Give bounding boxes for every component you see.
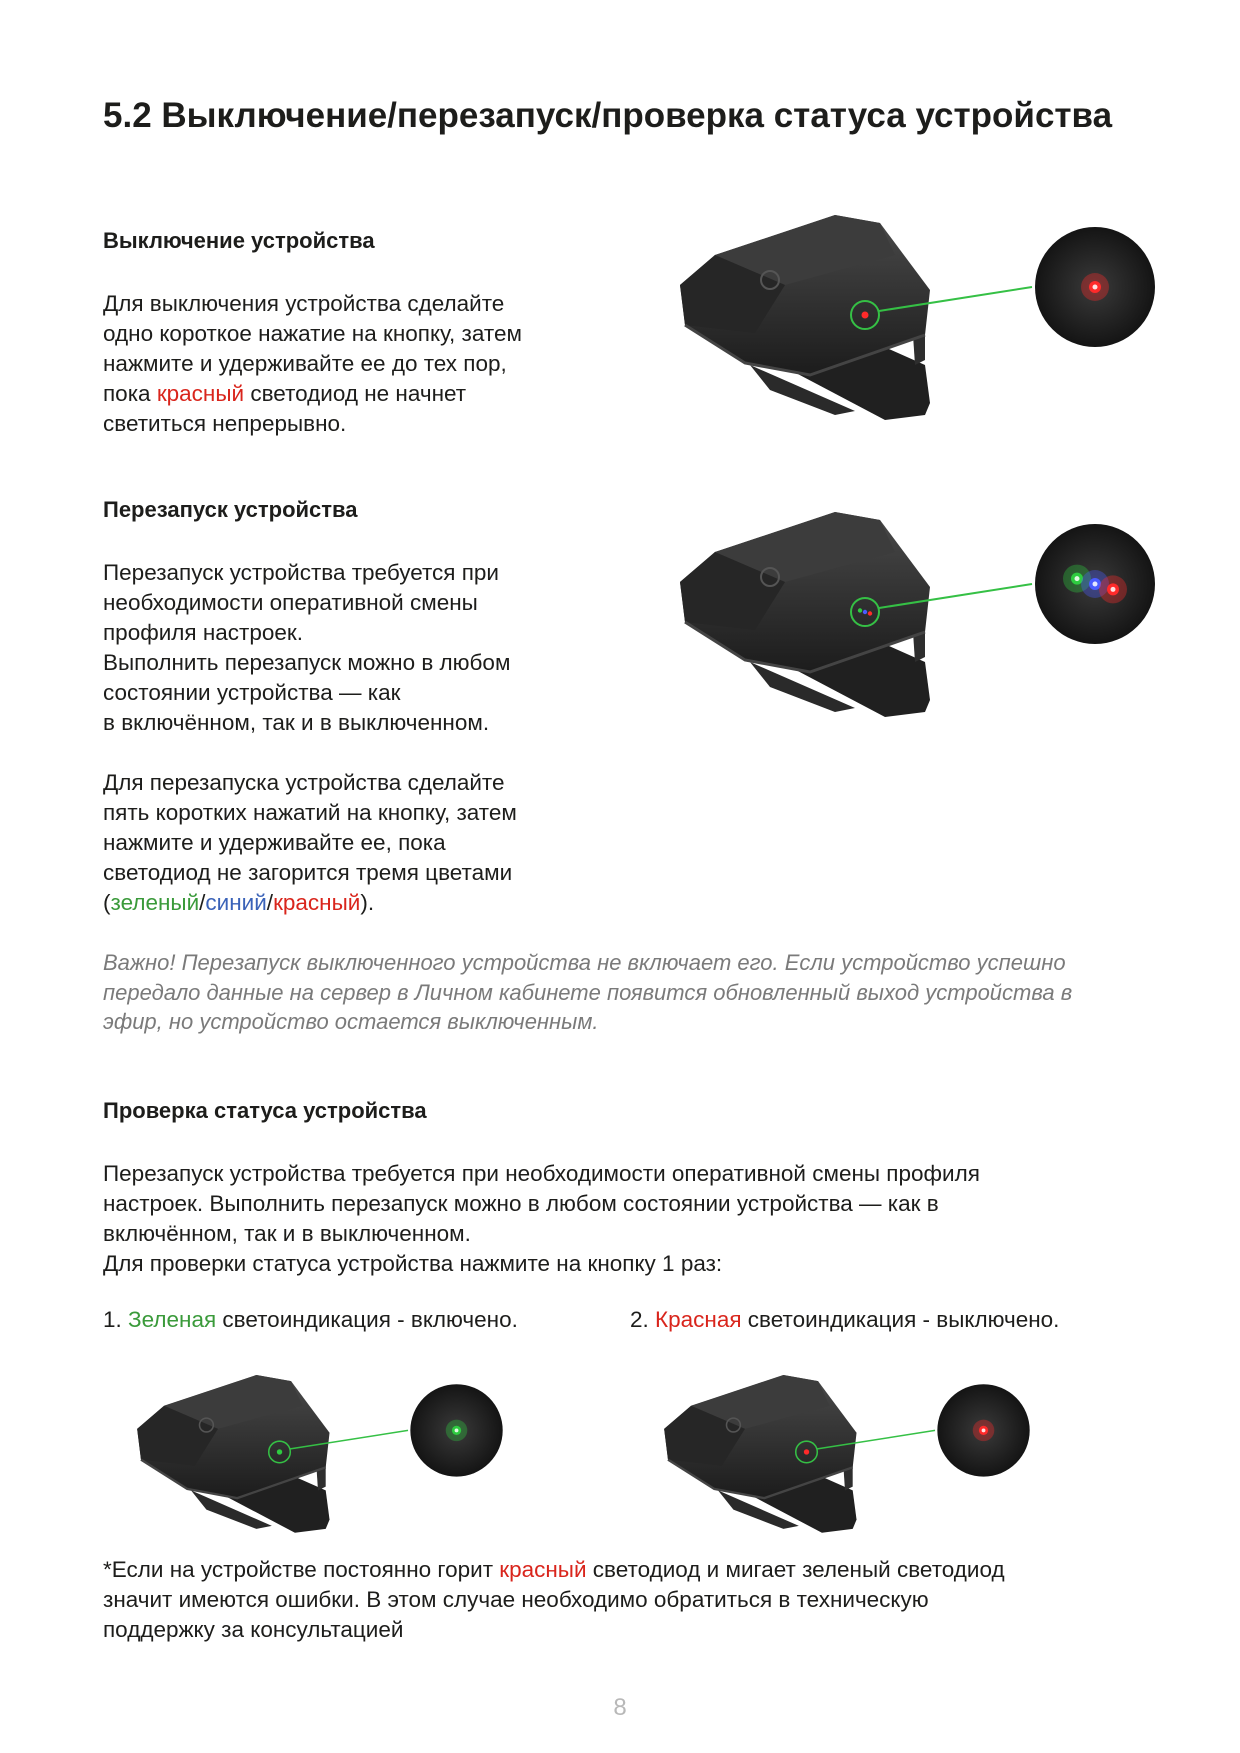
text-line: Для проверки статуса устройства нажмите на кнопку 1 раз: — [103, 1251, 723, 1276]
text-line: *Если на устройстве постоянно горит красный светодиод и мигает зеленый светодиод — [103, 1557, 1005, 1582]
text-line: Перезапуск устройства требуется при — [103, 560, 499, 585]
text-line: пять коротких нажатий на кнопку, затем — [103, 800, 517, 825]
led-dot — [862, 312, 869, 319]
device-image-red-led — [675, 215, 1155, 445]
text-line: одно короткое нажатие на кнопку, затем — [103, 321, 522, 346]
led-dot — [277, 1449, 282, 1454]
text-line: профиля настроек. — [103, 620, 303, 645]
text-line: светиться непрерывно. — [103, 411, 347, 436]
led-dot — [863, 610, 867, 614]
led-glow-highlight — [1075, 576, 1080, 581]
text-line: в включённом, так и в выключенном. — [103, 710, 490, 735]
led-glow-highlight — [455, 1428, 459, 1432]
text-line: включённом, так и в выключенном. — [103, 1221, 471, 1246]
section-heading-status: Проверка статуса устройства — [103, 1098, 427, 1123]
led-dot — [804, 1449, 809, 1454]
note-line: Важно! Перезапуск выключенного устройства не включает его. Если устройство успешно — [103, 950, 1066, 975]
text-line: поддержку за консультацией — [103, 1617, 404, 1642]
text-line: нажмите и удерживайте ее до тех пор, — [103, 351, 507, 376]
status-text — [103, 1159, 980, 1279]
status-item-1: 1. Зеленая светоиндикация - включено. — [103, 1307, 518, 1332]
section-heading-restart: Перезапуск устройства — [103, 497, 358, 522]
text-line: настроек. Выполнить перезапуск можно в любом состоянии устройства — как в — [103, 1191, 939, 1216]
led-dot — [858, 608, 862, 612]
section-heading-power-off: Выключение устройства — [103, 228, 375, 253]
green-word: зеленый — [110, 890, 200, 915]
text-line: Для перезапуска устройства сделайте — [103, 770, 505, 795]
red-word: красный — [273, 890, 361, 915]
led-glow-highlight — [1111, 587, 1116, 592]
page-title: 5.2 Выключение/перезапуск/проверка статуса устройства — [103, 96, 1113, 135]
text-line: необходимости оперативной смены — [103, 590, 478, 615]
led-dot — [868, 611, 872, 615]
note-line: передало данные на сервер в Личном кабинете появится обновленный выход устройства в — [103, 979, 1073, 1005]
footnote — [103, 1555, 1005, 1645]
device-image-red-led-small — [660, 1375, 1030, 1552]
page-number: 8 — [613, 1694, 627, 1721]
status-item-2: 2. Красная светоиндикация - выключено. — [630, 1307, 1060, 1332]
restart-text-para2 — [103, 768, 517, 918]
red-word: красный — [499, 1557, 587, 1582]
text-line: Для выключения устройства сделайте — [103, 291, 505, 316]
led-glow-highlight — [1093, 285, 1098, 290]
blue-word: синий — [205, 890, 267, 915]
text-line: нажмите и удерживайте ее, пока — [103, 830, 446, 855]
text-line: состоянии устройства — как — [103, 680, 401, 705]
device-image-three-color-led — [675, 512, 1155, 742]
text-line: пока красный светодиод не начнет — [103, 381, 467, 406]
note-line: эфир, но устройство остается выключенным. — [103, 1009, 599, 1034]
restart-text-para1 — [103, 558, 510, 738]
text-line: Перезапуск устройства требуется при необходимости оперативной смены профиля — [103, 1161, 980, 1186]
important-note — [103, 948, 1072, 1037]
device-image-green-led — [133, 1375, 503, 1552]
red-word: красный — [156, 381, 245, 406]
text-line: светодиод не загорится тремя цветами — [103, 860, 513, 885]
text-line: Выполнить перезапуск можно в любом — [103, 650, 511, 675]
text-line: значит имеются ошибки. В этом случае необходимо обратиться в техническую — [103, 1587, 929, 1612]
text-line: (зеленый/синий/красный). — [103, 890, 375, 915]
led-glow-highlight — [982, 1428, 986, 1432]
led-glow-highlight — [1093, 582, 1098, 587]
power-off-text — [103, 289, 522, 439]
